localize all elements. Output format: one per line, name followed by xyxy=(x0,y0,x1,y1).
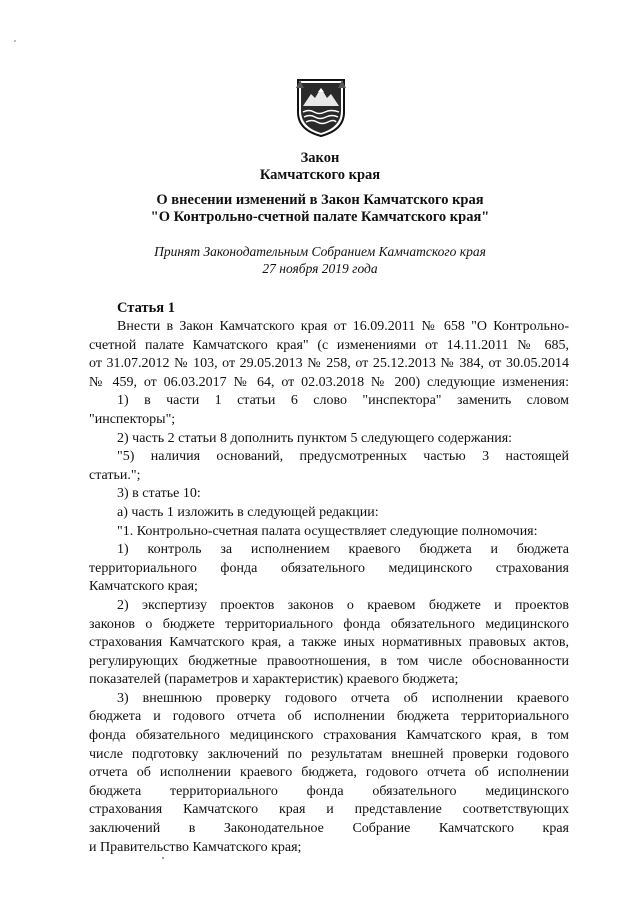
text-line: "1. Контрольно-счетная палата осуществляет следующие полномочия: xyxy=(117,523,538,539)
adoption-date: 27 ноября 2019 года xyxy=(262,261,378,276)
subject-line: О внесении изменений в Закон Камчатского края xyxy=(156,192,484,208)
text-line: 3) внешнюю проверку годового отчета об исполнении краевого xyxy=(117,690,569,706)
text-line: 2) экспертизу проектов законов о краевом бюджете и проектов xyxy=(117,597,569,613)
text-line: 2) часть 2 статьи 8 дополнить пунктом 5 следующего содержания: xyxy=(117,430,513,446)
text-line: бюджета и годового отчета об исполнении бюджета территориального xyxy=(89,709,569,725)
text-line: законов о бюджете территориального фонда обязательного медицинского xyxy=(89,616,569,632)
text-line: фонда обязательного медицинского страхования Камчатского края, в том xyxy=(89,728,569,744)
text-line: территориального фонда обязательного медицинского страхования xyxy=(89,560,569,576)
text-line: страхования Камчатского края и представление соответствующих xyxy=(89,802,569,818)
text-line: 3) в статье 10: xyxy=(117,486,201,502)
article-heading: Статья 1 xyxy=(117,300,175,316)
text-line: показателей (параметров и характеристик) краевого бюджета; xyxy=(89,672,459,688)
text-line: регулирующих бюджетные правоотношения, в том числе обоснованности xyxy=(89,653,569,669)
text-line: бюджета территориального фонда обязательного медицинского xyxy=(89,783,569,799)
subject-line: "О Контрольно-счетной палате Камчатского края" xyxy=(150,209,490,225)
text-line: "инспекторы"; xyxy=(89,411,176,427)
text-line: 1) контроль за исполнением краевого бюджета и бюджета xyxy=(117,542,569,558)
text-line: Внести в Закон Камчатского края от 16.09.2011 № 658 "О Контрольно- xyxy=(117,319,569,334)
text-line: 1) в части 1 статьи 6 слово "инспектора" заменить словом xyxy=(117,393,569,409)
text-line: счетной палате Камчатского края" (с изменениями от 14.11.2011 № 685, xyxy=(89,337,569,353)
law-title xyxy=(0,150,640,184)
law-word: Закон xyxy=(300,150,340,166)
text-line: Камчатского края; xyxy=(89,579,198,595)
text-line: числе подготовку заключений по результатам внешней проверки годового xyxy=(89,746,569,762)
text-line: отчета об исполнении краевого бюджета, годового отчета об исполнении xyxy=(89,765,569,781)
text-line: "5) наличия оснований, предусмотренных частью 3 настоящей xyxy=(117,449,569,465)
adoption-body: Принят Законодательным Собранием Камчатского края xyxy=(154,244,486,259)
scan-speck xyxy=(14,40,16,42)
text-line: статьи."; xyxy=(89,467,141,483)
text-line: № 459, от 06.03.2017 № 64, от 02.03.2018 № 200) следующие изменения: xyxy=(89,374,569,390)
law-subject xyxy=(0,192,640,226)
adoption-note xyxy=(0,243,640,277)
text-line: от 31.07.2012 № 103, от 29.05.2013 № 258, от 25.12.2013 № 384, от 30.05.2014 xyxy=(89,356,569,372)
text-line: заключений в Законодательное Собрание Камчатского края xyxy=(89,821,569,837)
scan-speck xyxy=(162,857,164,859)
article-body xyxy=(89,318,569,857)
text-line: страхования Камчатского края, а также иных нормативных правовых актов, xyxy=(89,635,569,651)
text-line: и Правительство Камчатского края; xyxy=(89,839,302,855)
text-line: а) часть 1 изложить в следующей редакции: xyxy=(117,504,379,520)
kamchatka-coat-of-arms xyxy=(294,76,348,138)
region-name: Камчатского края xyxy=(259,167,381,183)
